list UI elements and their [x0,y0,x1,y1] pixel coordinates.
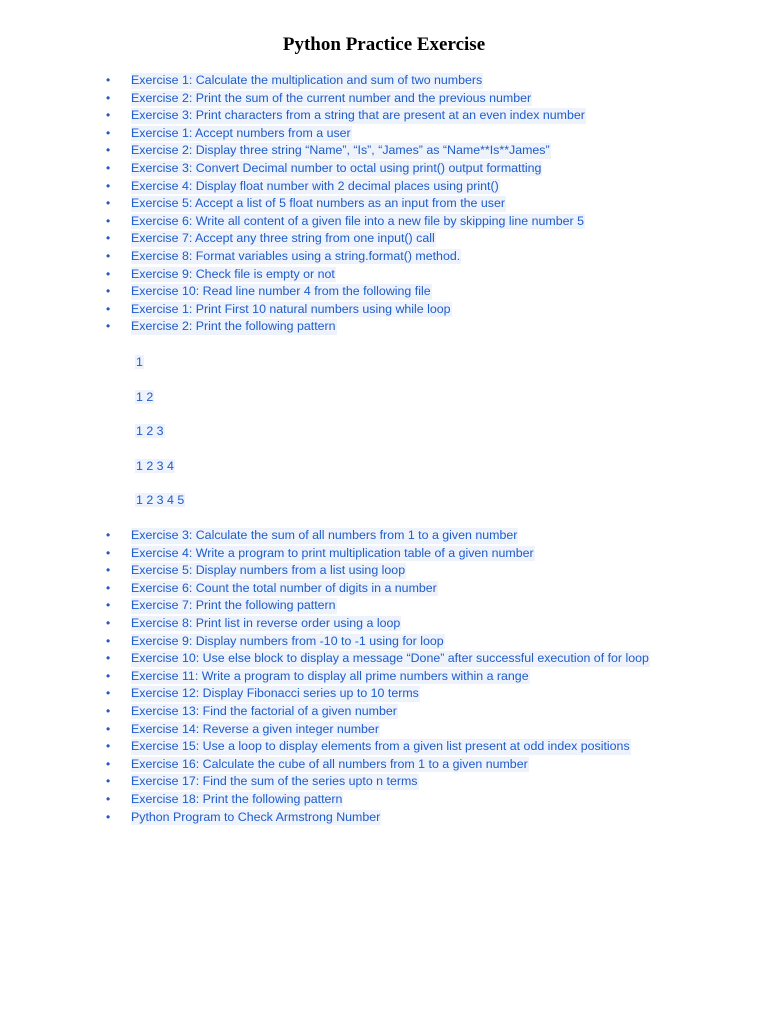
list-item [0,266,768,284]
exercise-link[interactable]: Exercise 9: Display numbers from -10 to -1 using for loop [131,633,444,648]
exercise-link[interactable]: Exercise 2: Display three string “Name”, “Is”, “James” as “Name**Is**James” [131,143,550,158]
bullet-icon: • [106,756,111,771]
bullet-icon: • [106,703,111,718]
list-item [0,283,768,301]
exercise-link[interactable]: Exercise 5: Display numbers from a list using loop [131,563,406,578]
list-item [0,301,768,319]
exercise-link[interactable]: Exercise 15: Use a loop to display elements from a given list present at odd index positions [131,739,630,754]
list-item [0,615,768,633]
exercise-link[interactable]: Python Program to Check Armstrong Number [131,809,381,824]
list-item [0,107,768,125]
bullet-icon: • [106,125,111,140]
pattern-row [135,457,185,492]
list-item [0,791,768,809]
bullet-icon: • [106,284,111,299]
bullet-icon: • [106,213,111,228]
bullet-icon: • [106,563,111,578]
exercise-link[interactable]: Exercise 3: Print characters from a string that are present at an even index number [131,108,585,123]
bullet-icon: • [106,108,111,123]
list-item [0,248,768,266]
exercise-link[interactable]: Exercise 1: Accept numbers from a user [131,125,351,140]
exercise-list-first [0,72,768,336]
list-item [0,562,768,580]
exercise-link[interactable]: Exercise 17: Find the sum of the series upto n terms [131,774,418,789]
exercise-link[interactable]: Exercise 6: Write all content of a given file into a new file by skipping line number 5 [131,213,584,228]
bullet-icon: • [106,90,111,105]
exercise-link[interactable]: Exercise 8: Print list in reverse order using a loop [131,615,401,630]
bullet-icon: • [106,528,111,542]
exercise-link[interactable]: Exercise 18: Print the following pattern [131,791,343,806]
exercise-link[interactable]: Exercise 8: Format variables using a string.format() method. [131,248,461,263]
list-item [0,213,768,231]
pattern-row-text: 1 [136,355,143,369]
bullet-icon: • [106,651,111,666]
bullet-icon: • [106,739,111,754]
bullet-icon: • [106,633,111,648]
bullet-icon: • [106,231,111,246]
exercise-link[interactable]: Exercise 1: Calculate the multiplication and sum of two numbers [131,73,483,87]
bullet-icon: • [106,809,111,824]
list-item [0,809,768,827]
exercise-link[interactable]: Exercise 3: Calculate the sum of all numbers from 1 to a given number [131,528,518,542]
bullet-icon: • [106,248,111,263]
exercise-link[interactable]: Exercise 5: Accept a list of 5 float numbers as an input from the user [131,196,505,211]
page-title: Python Practice Exercise [282,34,486,55]
exercise-link[interactable]: Exercise 3: Convert Decimal number to octal using print() output formatting [131,160,542,175]
list-item [0,597,768,615]
bullet-icon: • [106,686,111,701]
list-item [0,545,768,563]
exercise-link[interactable]: Exercise 2: Print the sum of the current number and the previous number [131,90,532,105]
list-item [0,738,768,756]
exercise-link[interactable]: Exercise 9: Check file is empty or not [131,266,335,281]
bullet-icon: • [106,580,111,595]
exercise-link[interactable]: Exercise 12: Display Fibonacci series up to 10 terms [131,686,419,701]
list-item [0,633,768,651]
list-item [0,773,768,791]
bullet-icon: • [106,73,111,87]
exercise-list-second [0,527,768,826]
list-item [0,90,768,108]
list-item [0,580,768,598]
bullet-icon: • [106,160,111,175]
list-item [0,318,768,336]
list-item [0,685,768,703]
exercise-link[interactable]: Exercise 6: Count the total number of digits in a number [131,580,437,595]
exercise-link[interactable]: Exercise 2: Print the following pattern [131,319,336,334]
exercise-link[interactable]: Exercise 11: Write a program to display all prime numbers within a range [131,668,529,683]
list-item [0,756,768,774]
pattern-row [135,491,185,526]
pattern-row-text: 1 2 3 4 [136,458,174,473]
bullet-icon: • [106,615,111,630]
bullet-icon: • [106,266,111,281]
pattern-row [135,422,185,457]
exercise-link[interactable]: Exercise 7: Accept any three string from one input() call [131,231,435,246]
bullet-icon: • [106,319,111,334]
pattern-row [135,353,185,388]
bullet-icon: • [106,774,111,789]
list-item [0,195,768,213]
bullet-icon: • [106,301,111,316]
list-item [0,142,768,160]
list-item [0,72,768,90]
exercise-link[interactable]: Exercise 16: Calculate the cube of all numbers from 1 to a given number [131,756,528,771]
list-item [0,527,768,545]
bullet-icon: • [106,598,111,613]
list-item [0,230,768,248]
bullet-icon: • [106,178,111,193]
bullet-icon: • [106,196,111,211]
number-pattern [135,353,185,526]
exercise-link[interactable]: Exercise 7: Print the following pattern [131,598,336,613]
exercise-link[interactable]: Exercise 4: Display float number with 2 decimal places using print() [131,178,499,193]
bullet-icon: • [106,545,111,560]
list-item [0,668,768,686]
pattern-row-text: 1 2 3 4 5 [136,493,185,508]
list-item [0,125,768,143]
list-item [0,721,768,739]
bullet-icon: • [106,668,111,683]
bullet-icon: • [106,721,111,736]
pattern-row-text: 1 2 [136,389,154,404]
list-item [0,650,768,668]
exercise-link[interactable]: Exercise 13: Find the factorial of a given number [131,703,397,718]
list-item [0,178,768,196]
pattern-row-text: 1 2 3 [136,424,164,439]
pattern-row [135,388,185,423]
bullet-icon: • [106,791,111,806]
exercise-link[interactable]: Exercise 10: Read line number 4 from the following file [131,284,431,299]
bullet-icon: • [106,143,111,158]
exercise-link[interactable]: Exercise 10: Use else block to display a message “Done” after successful execution of for loop [131,651,649,666]
exercise-link[interactable]: Exercise 1: Print First 10 natural numbers using while loop [131,301,451,316]
list-item [0,703,768,721]
exercise-link[interactable]: Exercise 4: Write a program to print multiplication table of a given number [131,545,534,560]
exercise-link[interactable]: Exercise 14: Reverse a given integer number [131,721,379,736]
list-item [0,160,768,178]
